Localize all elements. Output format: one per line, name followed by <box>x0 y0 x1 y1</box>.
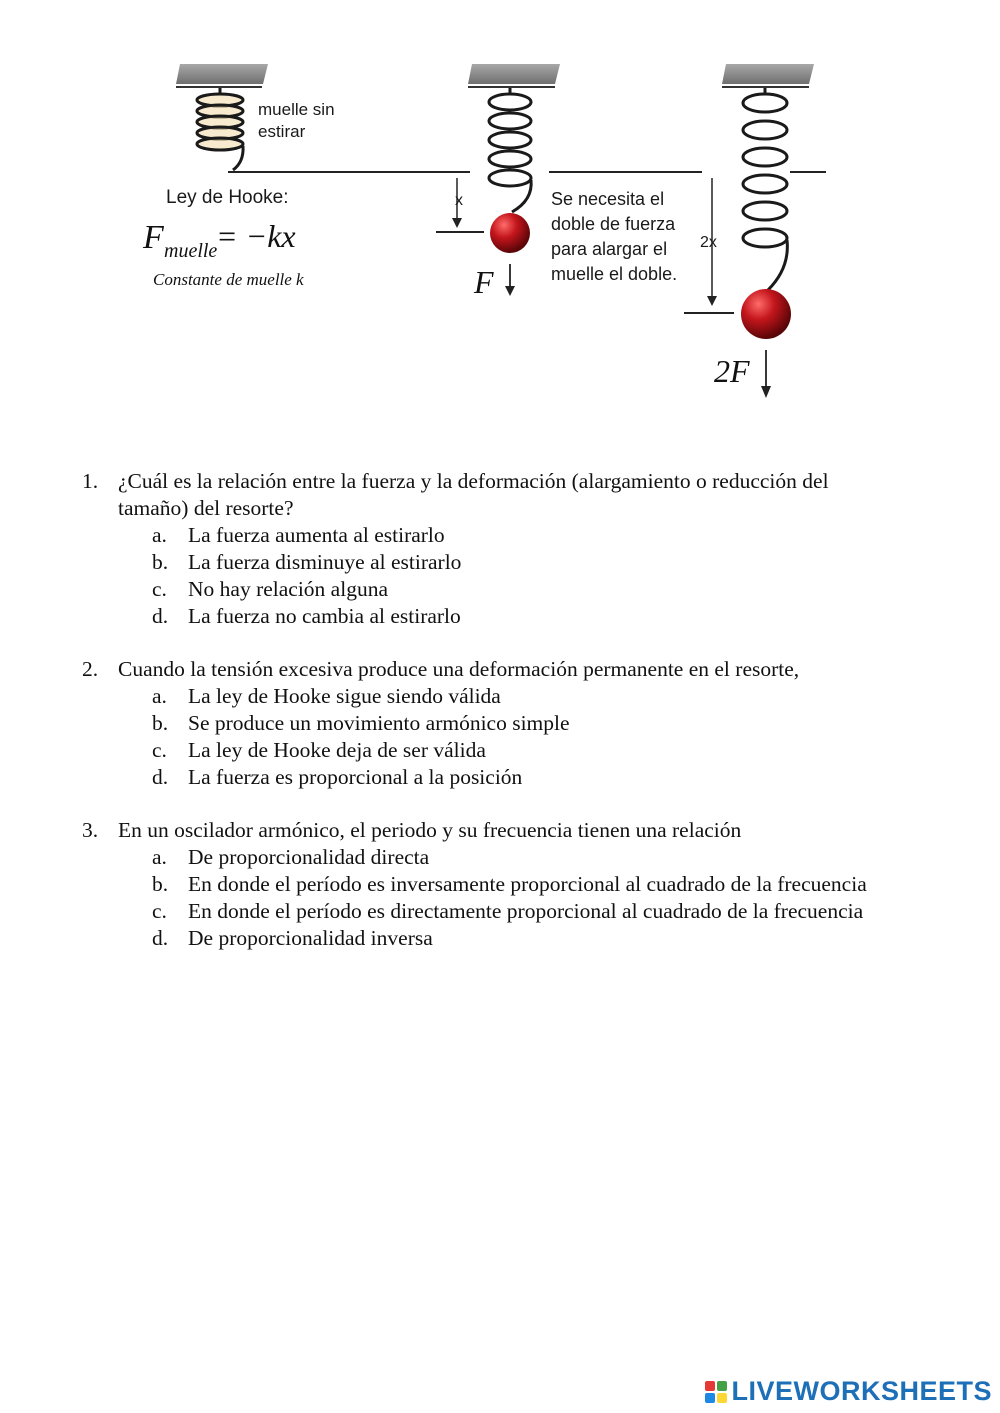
logo-square <box>705 1393 715 1403</box>
option-a[interactable] <box>152 522 872 549</box>
ceiling-1 <box>176 64 268 84</box>
liveworksheets-logo-icon <box>705 1381 727 1403</box>
option-label: a. <box>152 845 167 869</box>
formula-f: F <box>143 219 164 256</box>
force-label: F <box>474 264 494 300</box>
hookes-law-figure <box>0 0 1000 420</box>
option-label: b. <box>152 550 169 574</box>
option-label: b. <box>152 711 169 735</box>
formula-rhs: = −kx <box>216 218 296 254</box>
option-text: En donde el período es inversamente proporcional al cuadrado de la frecuencia <box>188 872 867 896</box>
option-text: En donde el período es directamente proporcional al cuadrado de la frecuencia <box>188 899 864 923</box>
ceiling-2 <box>468 64 560 84</box>
option-text: No hay relación alguna <box>188 577 388 601</box>
option-label: a. <box>152 523 167 547</box>
option-c[interactable] <box>152 898 872 925</box>
explanation-line-2: doble de fuerza <box>551 214 676 234</box>
mass-1 <box>490 213 530 253</box>
stretched-spring-1 <box>489 88 531 212</box>
option-label: d. <box>152 926 169 950</box>
option-text: La fuerza no cambia al estirarlo <box>188 604 461 628</box>
option-text: La ley de Hooke deja de ser válida <box>188 738 486 762</box>
liveworksheets-brand <box>705 1376 992 1407</box>
unstretched-spring <box>197 88 243 170</box>
option-b[interactable] <box>152 710 872 737</box>
option-d[interactable] <box>152 925 872 952</box>
brand-text: LIVEWORKSHEETS <box>731 1376 992 1406</box>
formula-subscript: muelle <box>164 240 218 262</box>
option-text: Se produce un movimiento armónico simple <box>188 711 570 735</box>
law-title: Ley de Hooke: <box>166 187 289 208</box>
explanation-line-4: muelle el doble. <box>551 264 678 284</box>
unstretched-label-1: muelle sin <box>258 100 335 119</box>
ceiling-3 <box>722 64 814 84</box>
option-d[interactable] <box>152 764 872 791</box>
question-number: 1. <box>82 469 99 493</box>
two-x-label: 2x <box>700 234 717 251</box>
option-c[interactable] <box>152 737 872 764</box>
option-label: c. <box>152 738 167 762</box>
question-1 <box>82 468 872 630</box>
option-text: La fuerza disminuye al estirarlo <box>188 550 462 574</box>
option-label: c. <box>152 577 167 601</box>
question-text: ¿Cuál es la relación entre la fuerza y la deformación (alargamiento o reducción del tamaño) del resorte? <box>118 469 829 520</box>
option-text: La fuerza es proporcional a la posición <box>188 765 523 789</box>
mass-2 <box>741 289 791 339</box>
x-label: x <box>455 192 463 209</box>
stretched-spring-2 <box>743 88 787 290</box>
constant-label: Constante de muelle k <box>153 270 304 289</box>
option-a[interactable] <box>152 844 872 871</box>
question-text: Cuando la tensión excesiva produce una deformación permanente en el resorte, <box>118 657 800 681</box>
option-b[interactable] <box>152 871 872 898</box>
question-3 <box>82 817 872 952</box>
question-number: 3. <box>82 818 99 842</box>
option-b[interactable] <box>152 549 872 576</box>
option-c[interactable] <box>152 576 872 603</box>
explanation-line-3: para alargar el <box>551 239 668 259</box>
logo-square <box>717 1381 727 1391</box>
logo-square <box>717 1393 727 1403</box>
option-a[interactable] <box>152 683 872 710</box>
explanation-line-1: Se necesita el <box>551 189 665 209</box>
question-text: En un oscilador armónico, el periodo y su frecuencia tienen una relación <box>118 818 742 842</box>
option-label: d. <box>152 604 169 628</box>
option-text: De proporcionalidad inversa <box>188 926 433 950</box>
question-2 <box>82 656 872 791</box>
option-label: b. <box>152 872 169 896</box>
option-text: La ley de Hooke sigue siendo válida <box>188 684 501 708</box>
option-label: d. <box>152 765 169 789</box>
logo-square <box>705 1381 715 1391</box>
option-label: a. <box>152 684 167 708</box>
question-number: 2. <box>82 657 99 681</box>
option-text: La fuerza aumenta al estirarlo <box>188 523 445 547</box>
option-d[interactable] <box>152 603 872 630</box>
option-label: c. <box>152 899 167 923</box>
two-f-label: 2F <box>714 353 750 389</box>
unstretched-label-2: estirar <box>258 122 306 141</box>
option-text: De proporcionalidad directa <box>188 845 430 869</box>
question-list <box>82 468 872 978</box>
